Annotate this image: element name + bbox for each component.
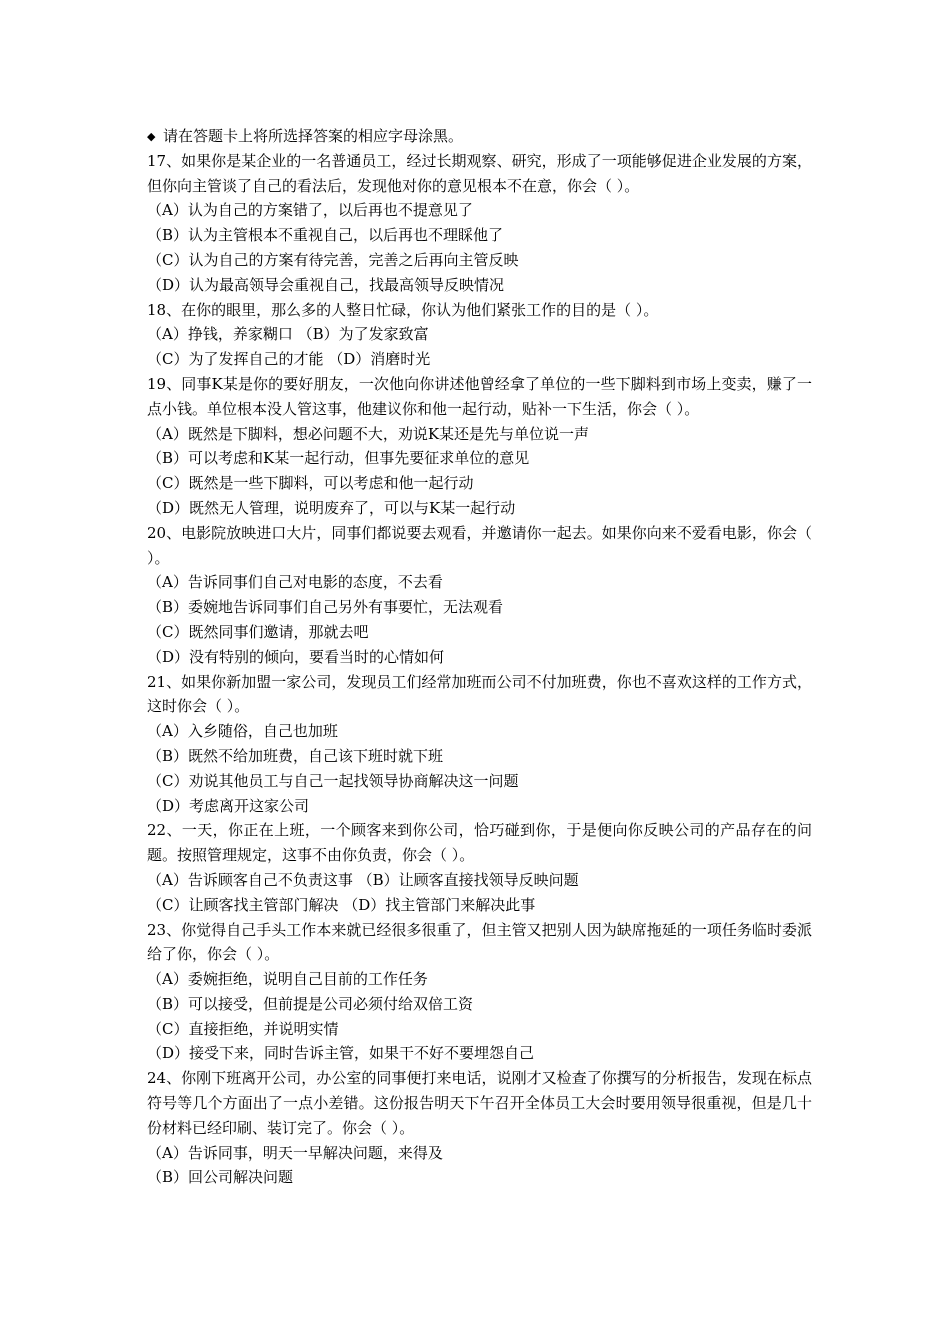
option: （A）告诉顾客自己不负责这事 （B）让顾客直接找领导反映问题 (147, 870, 579, 889)
question-24 (147, 1066, 812, 1190)
question-23 (147, 918, 812, 1067)
option: （B）委婉地告诉同事们自己另外有事要忙，无法观看 (147, 598, 504, 617)
question-21 (147, 670, 812, 819)
question-18 (147, 298, 812, 372)
question-stem: 23、你觉得自己手头工作本来就已经很多很重了，但主管又把别人因为缺席拖延的一项任务临时委派给了你，你会（ ）。 (147, 920, 812, 964)
option: （C）既然是一些下脚料，可以考虑和他一起行动 (147, 474, 474, 493)
question-20 (147, 521, 812, 670)
document-page (147, 124, 812, 1190)
option: （C）劝说其他员工与自己一起找领导协商解决这一问题 (147, 771, 519, 790)
option: （A）挣钱，养家糊口 （B）为了发家致富 (147, 325, 429, 344)
option: （D）考虑离开这家公司 (147, 796, 310, 815)
question-stem: 19、同事K某是你的要好朋友，一次他向你讲述他曾经拿了单位的一些下脚料到市场上变卖，赚了一点小钱。单位根本没人管这事，他建议你和他一起行动，贴补一下生活，你会（ ）。 (147, 374, 812, 418)
question-stem: 24、你刚下班离开公司，办公室的同事便打来电话，说刚才又检查了你撰写的分析报告，发现在标点符号等几个方面出了一点小差错。这份报告明天下午召开全体员工大会时要用领导很重视，但是几十份材料已经印刷、装订完了。你会（ ）。 (147, 1069, 812, 1137)
option: （C）认为自己的方案有待完善，完善之后再向主管反映 (147, 250, 519, 269)
option: （A）入乡随俗，自己也加班 (147, 722, 338, 741)
question-17 (147, 149, 812, 298)
option: （A）告诉同事，明天一早解决问题，来得及 (147, 1143, 443, 1162)
question-stem: 21、如果你新加盟一家公司，发现员工们经常加班而公司不付加班费，你也不喜欢这样的工作方式，这时你会（ ）。 (147, 672, 812, 716)
option: （D）接受下来，同时告诉主管，如果干不好不要埋怨自己 (147, 1044, 535, 1063)
option: （B）认为主管根本不重视自己，以后再也不理睬他了 (147, 226, 504, 245)
option: （D）既然无人管理，说明废弃了，可以与K某一起行动 (147, 498, 516, 517)
option: （C）既然同事们邀请，那就去吧 (147, 622, 369, 641)
question-stem: 20、电影院放映进口大片，同事们都说要去观看，并邀请你一起去。如果你向来不爱看电影，你会（ ）。 (147, 523, 812, 567)
option: （B）回公司解决问题 (147, 1168, 294, 1187)
diamond-bullet-icon: ◆ (147, 130, 156, 143)
option: （A）既然是下脚料，想必问题不大，劝说K某还是先与单位说一声 (147, 424, 590, 443)
option: （A）委婉拒绝，说明自己目前的工作任务 (147, 970, 428, 989)
option: （C）直接拒绝，并说明实情 (147, 1019, 339, 1038)
question-19 (147, 372, 812, 521)
option: （B）可以考虑和K某一起行动，但事先要征求单位的意见 (147, 449, 530, 468)
question-stem: 18、在你的眼里，那么多的人整日忙碌，你认为他们紧张工作的目的是（ ）。 (147, 300, 659, 319)
question-stem: 22、一天，你正在上班，一个顾客来到你公司，恰巧碰到你，于是便向你反映公司的产品存在的问题。按照管理规定，这事不由你负责，你会（ ）。 (147, 821, 812, 865)
option: （D）认为最高领导会重视自己，找最高领导反映情况 (147, 275, 505, 294)
option: （D）没有特别的倾向，要看当时的心情如何 (147, 647, 445, 666)
option: （C）让顾客找主管部门解决 （D）找主管部门来解决此事 (147, 895, 536, 914)
question-22 (147, 818, 812, 917)
instruction-line (147, 124, 812, 149)
option: （C）为了发挥自己的才能 （D）消磨时光 (147, 350, 431, 369)
option: （B）既然不给加班费，自己该下班时就下班 (147, 746, 444, 765)
question-stem: 17、如果你是某企业的一名普通员工，经过长期观察、研究，形成了一项能够促进企业发展的方案，但你向主管谈了自己的看法后，发现他对你的意见根本不在意，你会（ ）。 (147, 151, 812, 195)
option: （A）认为自己的方案错了，以后再也不提意见了 (147, 201, 473, 220)
option: （A）告诉同事们自己对电影的态度，不去看 (147, 573, 443, 592)
instruction-text: 请在答题卡上将所选择答案的相应字母涂黑。 (163, 127, 464, 145)
option: （B）可以接受，但前提是公司必须付给双倍工资 (147, 994, 474, 1013)
